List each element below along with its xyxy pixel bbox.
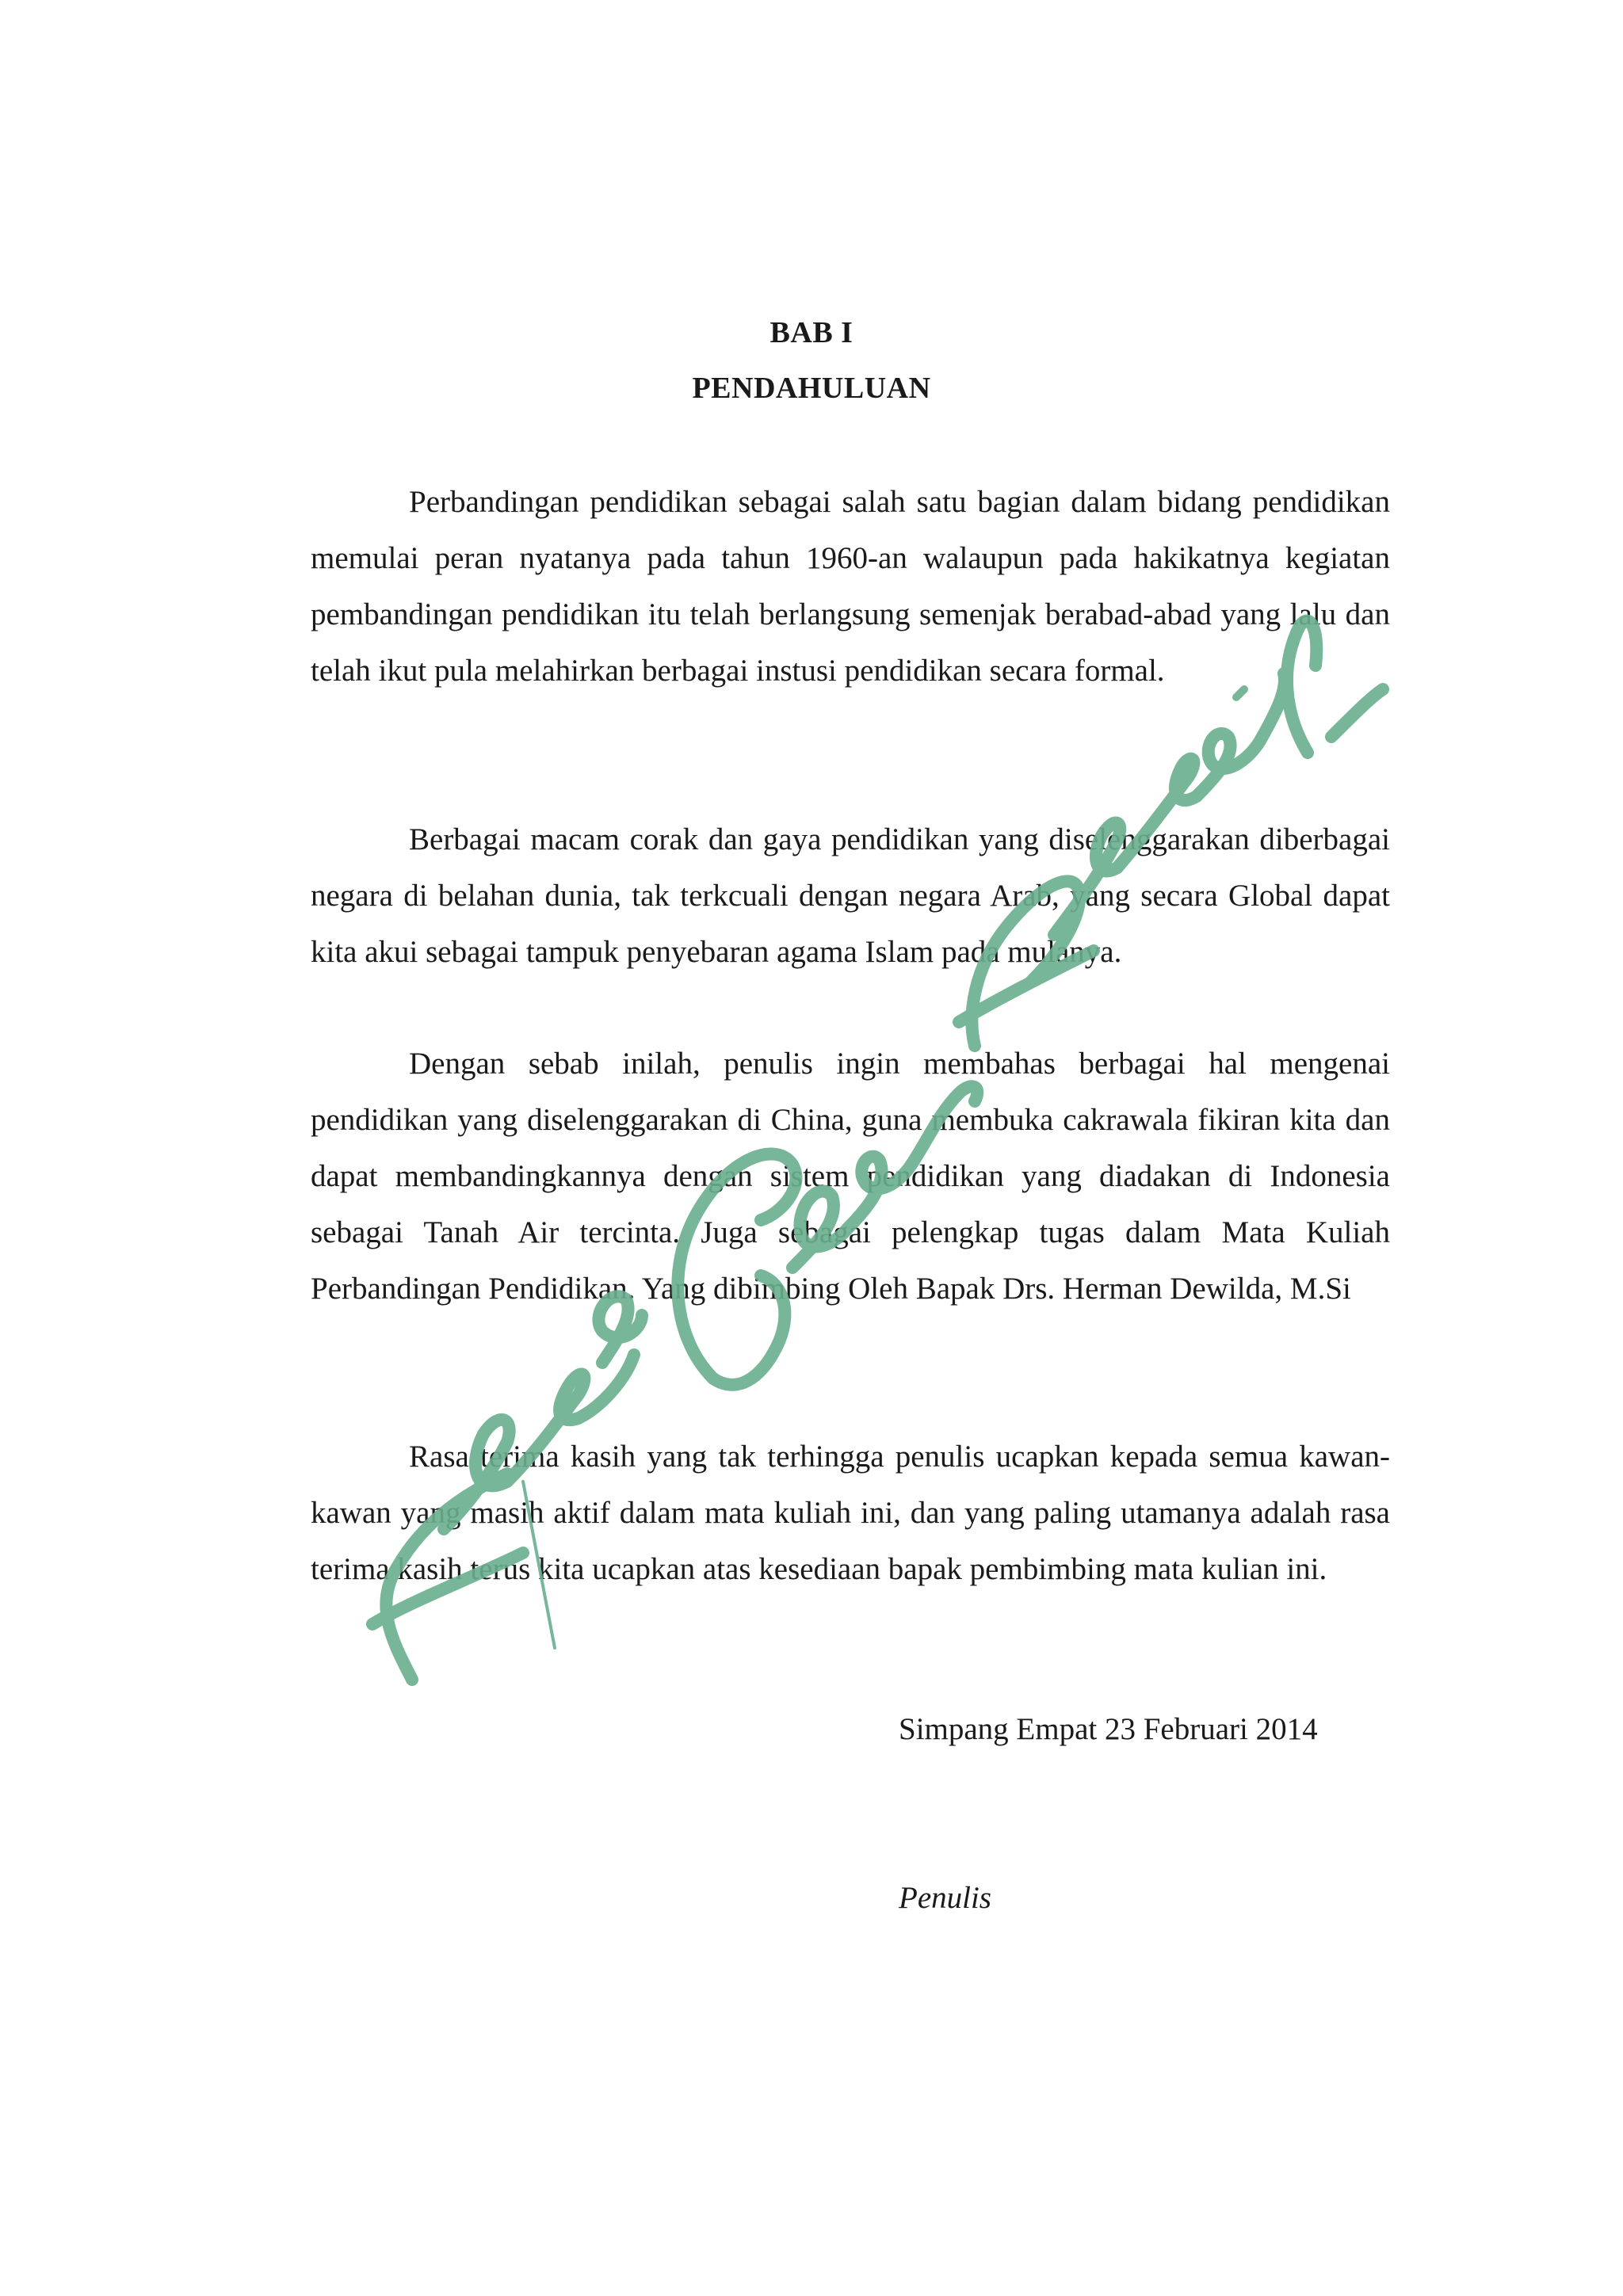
signer-label: Penulis bbox=[899, 1881, 991, 1915]
paragraph-1: Perbandingan pendidikan sebagai salah satu bagian dalam bidang pendidikan memulai peran nyatanya pada tahun 1960-an walaupun pada hakikatnya kegiatan pembandingan pendidikan itu telah berlangsung semenjak berabad-abad yang lalu dan telah ikut pula melahirkan berbagai instusi pendidikan secara formal. bbox=[311, 485, 1390, 688]
place-date: Simpang Empat 23 Februari 2014 bbox=[899, 1712, 1318, 1746]
paragraph-2: Berbagai macam corak dan gaya pendidikan yang diselenggarakan diberbagai negara di belahan dunia, tak terkcuali dengan negara Arab, yang secara Global dapat kita akui sebagai tampuk penyebaran agama Islam pada mulanya. bbox=[311, 822, 1390, 969]
signature-stroke bbox=[1197, 734, 1260, 796]
paragraph-3: Dengan sebab inilah, penulis ingin membahas berbagai hal mengenai pendidikan yang diselenggarakan di China, guna membuka cakrawala fikiran kita dan dapat membandingkannya dengan sistem pendidikan yang diadakan di Indonesia sebagai Tanah Air tercinta. Juga sebagai pelengkap tugas dalam Mata Kuliah Perbandingan Pendidikan. Yang dibimbing Oleh Bapak Drs. Herman Dewilda, M.Si bbox=[311, 1047, 1390, 1306]
paragraph-4: Rasa terima kasih yang tak terhingga penulis ucapkan kepada semua kawan-kawan yang masih aktif dalam mata kuliah ini, dan yang paling utamanya adalah rasa terima kasih terus kita ucapkan atas kesediaan bapak pembimbing mata kulian ini. bbox=[311, 1440, 1390, 1586]
chapter-heading: BAB I bbox=[769, 316, 854, 349]
chapter-title: PENDAHULUAN bbox=[692, 372, 931, 405]
